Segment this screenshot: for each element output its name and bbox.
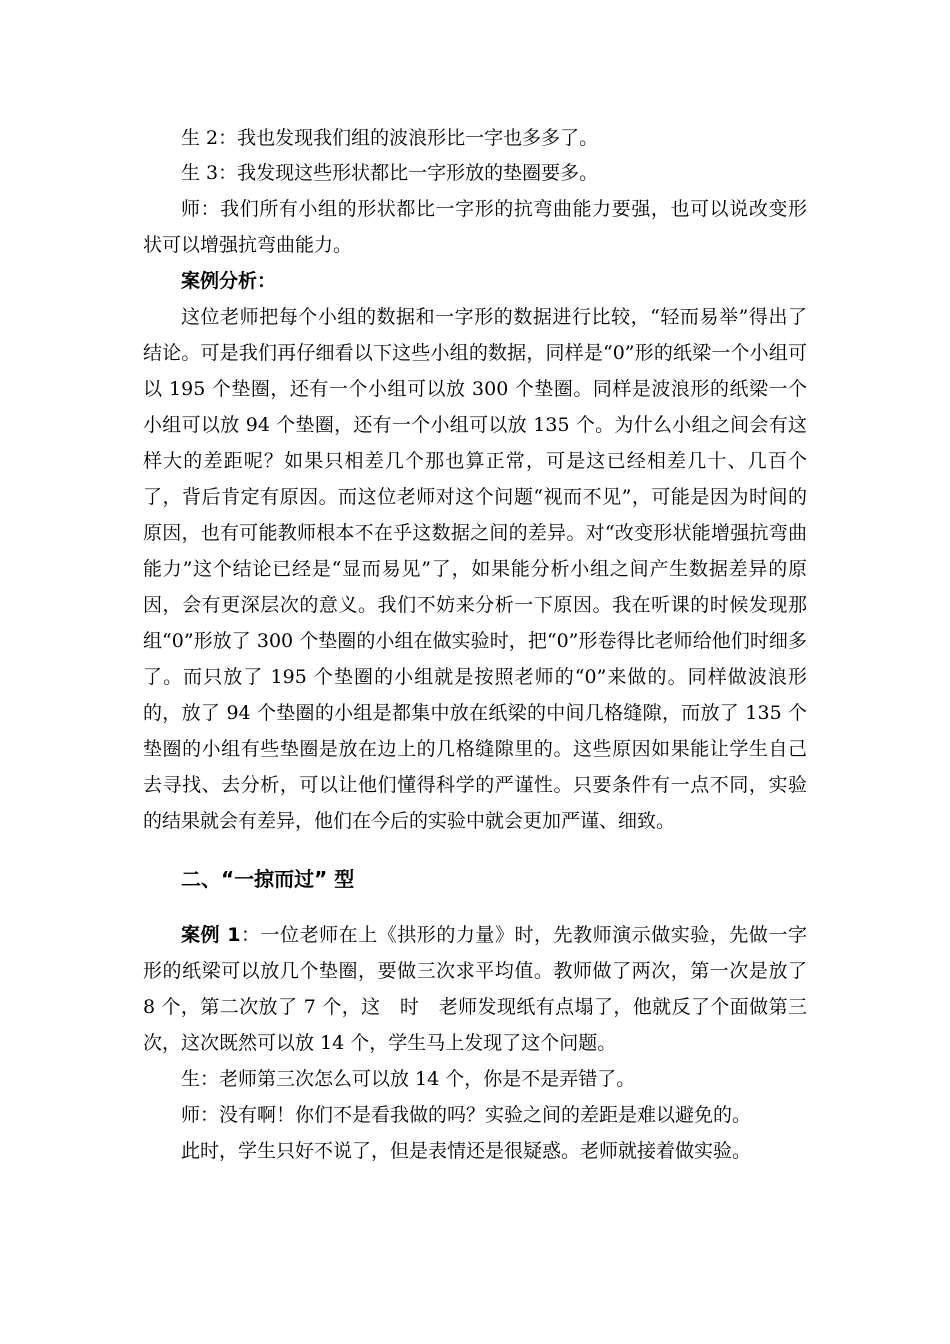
analysis-heading	[143, 263, 807, 299]
section-heading: 二、“一掠而过” 型	[181, 867, 355, 891]
spacer	[143, 897, 807, 917]
narration-line: 此时，学生只好不说了，但是表情还是很疑惑。老师就接着做实验。	[181, 1140, 752, 1162]
dialogue-line-student: 生：老师第三次怎么可以放 14 个，你是不是弄错了。	[181, 1068, 636, 1090]
analysis-paragraph: 这位老师把每个小组的数据和一字形的数据进行比较，“轻而易举”得出了结论。可是我们再仔细看以下这些小组的数据，同样是“0”形的纸梁一个小组可以 195 个垫圈，还有一个小组可以放 300 个垫圈。同样是波浪形的纸梁一个小组可以放 94 个垫圈，还有一个小组可以放 135 个。为什么小组之间会有这样大的差距呢？如果只相差几个那也算正常，可是这已经相差几十、几百个了，背后肯定有原因。而这位老师对这个问题“视而不见”，可能是因为时间的原因，也有可能教师根本不在乎这数据之间的差异。对“改变形状能增强抗弯曲能力”这个结论已经是“显而易见”了，如果能分析小组之间产生数据差异的原因，会有更深层次的意义。我们不妨来分析一下原因。我在听课的时候发现那组“0”形放了 300 个垫圈的小组在做实验时，把“0”形卷得比老师给他们时细多了。而只放了 195 个垫圈的小组就是按照老师的“0”来做的。同样做波浪形的，放了 94 个垫圈的小组是都集中放在纸梁的中间几格缝隙，而放了 135 个垫圈的小组有些垫圈是放在边上的几格缝隙里的。这些原因如果能让学生自己去寻找、去分析，可以让他们懂得科学的严谨性。只要条件有一点不同，实验的结果就会有差异，他们在今后的实验中就会更加严谨、细致。	[143, 306, 807, 832]
analysis-label: 案例分析：	[181, 270, 277, 292]
dialogue-line-teacher-reply: 师：没有啊！你们不是看我做的吗？实验之间的差距是难以避免的。	[181, 1104, 752, 1126]
dialogue-line-teacher: 师：我们所有小组的形状都比一字形的抗弯曲能力要强，也可以说改变形状可以增强抗弯曲能力。	[143, 198, 807, 256]
spacer	[143, 839, 807, 861]
dialogue-line-student-2: 生 2：我也发现我们组的波浪形比一字也多多了。	[181, 127, 599, 149]
case-text: ：一位老师在上《拱形的力量》时，先教师演示做实验，先做一字形的纸梁可以放几个垫圈，要做三次求平均值。教师做了两次，第一次是放了 8 个，第二次放了 7 个，这 时 老师发现纸有点塌了，他就反了个面做第三次，这次既然可以放 14 个，学生马上发现了这个问题。	[143, 924, 807, 1054]
dialogue-line-student-3: 生 3：我发现这些形状都比一字形放的垫圈要多。	[181, 162, 599, 184]
document-body	[143, 121, 807, 1169]
case-label: 案例 1	[181, 924, 241, 946]
case-paragraph	[143, 917, 807, 1061]
